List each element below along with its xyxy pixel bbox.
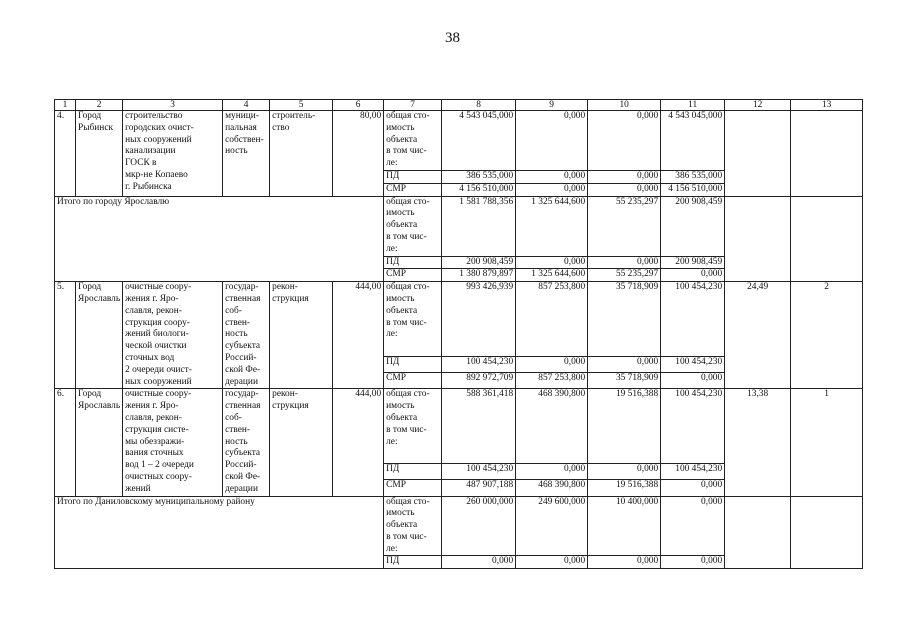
value-c9: 468 390,800: [516, 389, 588, 464]
value-c9: 0,000: [516, 464, 588, 480]
column-13-value: 1: [791, 389, 863, 496]
total-title: Итого по городу Ярославлю: [55, 196, 384, 282]
capacity: 444,00: [333, 389, 384, 496]
value-c9: 249 600,000: [516, 496, 588, 556]
column-12-value: [725, 196, 791, 282]
locality: Город Рыбинск: [76, 111, 123, 197]
value-c10: 35 718,909: [588, 282, 661, 357]
column-12-value: 13,38: [725, 389, 791, 496]
value-c8: 4 156 510,000: [442, 183, 516, 196]
ownership-form: государ- ственная соб- ствен- ность субъекта Россий- ской Фе- дерации: [223, 389, 270, 496]
column-numbers-row: [55, 100, 863, 111]
work-type: рекон- струкция: [270, 389, 333, 496]
cost-label: общая сто- имость объекта в том чис- ле:: [384, 389, 442, 464]
row-number: 4.: [55, 111, 76, 197]
total-row: [55, 196, 863, 256]
column-12-value: [725, 111, 791, 197]
table-row: [55, 389, 863, 464]
column-12-value: [725, 496, 791, 569]
object-name: очистные соору- жения г. Яро- славля, рекон- струкция систе- мы обеззражи- вания сточных вод 1 – 2 очереди очистных соору- жений: [123, 389, 223, 496]
col-header-8: 8: [442, 100, 516, 111]
col-header-9: 9: [516, 100, 588, 111]
value-c11: 100 454,230: [661, 389, 725, 464]
object-name: очистные соору- жения г. Яро- славля, рекон- струкция соору- жений биологи- ческой очистки сточных вод 2 очереди очист- ных сооружений: [123, 282, 223, 389]
value-c9: 1 325 644,600: [516, 269, 588, 282]
ownership-form: муници- пальная собствен- ность: [223, 111, 270, 197]
value-c10: 35 718,909: [588, 373, 661, 389]
table-row: [55, 111, 863, 171]
column-13-value: 2: [791, 282, 863, 389]
value-c9: 468 390,800: [516, 480, 588, 496]
col-header-13: 13: [791, 100, 863, 111]
value-c8: 200 908,459: [442, 256, 516, 269]
value-c8: 588 361,418: [442, 389, 516, 464]
col-header-10: 10: [588, 100, 661, 111]
capacity: 80,00: [333, 111, 384, 197]
value-c11: 100 454,230: [661, 282, 725, 357]
value-c8: 487 907,188: [442, 480, 516, 496]
value-c11: 386 535,000: [661, 170, 725, 183]
value-c8: 1 380 879,897: [442, 269, 516, 282]
value-c8: 386 535,000: [442, 170, 516, 183]
value-c11: 0,000: [661, 269, 725, 282]
value-c11: 4 543 045,000: [661, 111, 725, 171]
value-c10: 0,000: [588, 556, 661, 569]
value-c8: 4 543 045,000: [442, 111, 516, 171]
value-c10: 55 235,297: [588, 269, 661, 282]
cost-label: ПД: [384, 464, 442, 480]
locality: Город Ярославль: [76, 282, 123, 389]
col-header-11: 11: [661, 100, 725, 111]
column-13-value: [791, 496, 863, 569]
total-row: [55, 496, 863, 556]
work-type: строитель- ство: [270, 111, 333, 197]
value-c9: 0,000: [516, 111, 588, 171]
value-c8: 892 972,709: [442, 373, 516, 389]
col-header-6: 6: [333, 100, 384, 111]
value-c10: 0,000: [588, 111, 661, 171]
investment-table: [54, 99, 863, 569]
cost-label: СМР: [384, 373, 442, 389]
cost-label: ПД: [384, 556, 442, 569]
value-c11: 0,000: [661, 480, 725, 496]
col-header-7: 7: [384, 100, 442, 111]
value-c9: 0,000: [516, 357, 588, 373]
value-c9: 0,000: [516, 256, 588, 269]
value-c8: 260 000,000: [442, 496, 516, 556]
value-c9: 0,000: [516, 183, 588, 196]
col-header-5: 5: [270, 100, 333, 111]
value-c10: 0,000: [588, 464, 661, 480]
value-c11: 200 908,459: [661, 196, 725, 256]
value-c9: 857 253,800: [516, 282, 588, 357]
value-c8: 100 454,230: [442, 357, 516, 373]
cost-label: СМР: [384, 183, 442, 196]
cost-label: СМР: [384, 269, 442, 282]
column-12-value: 24,49: [725, 282, 791, 389]
value-c8: 0,000: [442, 556, 516, 569]
page-number: 38: [445, 30, 460, 46]
col-header-12: 12: [725, 100, 791, 111]
value-c8: 1 581 788,356: [442, 196, 516, 256]
value-c10: 0,000: [588, 170, 661, 183]
value-c11: 200 908,459: [661, 256, 725, 269]
cost-label: общая сто- имость объекта в том чис- ле:: [384, 196, 442, 256]
value-c10: 0,000: [588, 256, 661, 269]
value-c11: 100 454,230: [661, 357, 725, 373]
value-c11: 100 454,230: [661, 464, 725, 480]
value-c9: 857 253,800: [516, 373, 588, 389]
value-c10: 19 516,388: [588, 389, 661, 464]
row-number: 6.: [55, 389, 76, 496]
object-name: строительство городских очист- ных сооружений канализации ГОСК в мкр-не Копаево г. Рыбинска: [123, 111, 223, 197]
value-c10: 0,000: [588, 183, 661, 196]
value-c10: 0,000: [588, 357, 661, 373]
cost-label: общая сто- имость объекта в том чис- ле:: [384, 111, 442, 171]
total-title: Итого по Даниловскому муниципальному району: [55, 496, 384, 569]
value-c9: 0,000: [516, 556, 588, 569]
cost-label: СМР: [384, 480, 442, 496]
value-c9: 1 325 644,600: [516, 196, 588, 256]
value-c11: 4 156 510,000: [661, 183, 725, 196]
value-c11: 0,000: [661, 373, 725, 389]
value-c11: 0,000: [661, 496, 725, 556]
col-header-3: 3: [123, 100, 223, 111]
value-c8: 100 454,230: [442, 464, 516, 480]
ownership-form: государ- ственная соб- ствен- ность субъекта Россий- ской Фе- дерации: [223, 282, 270, 389]
col-header-2: 2: [76, 100, 123, 111]
value-c8: 993 426,939: [442, 282, 516, 357]
work-type: рекон- струкция: [270, 282, 333, 389]
row-number: 5.: [55, 282, 76, 389]
column-13-value: [791, 111, 863, 197]
col-header-4: 4: [223, 100, 270, 111]
cost-label: общая сто- имость объекта в том чис- ле:: [384, 496, 442, 556]
cost-label: ПД: [384, 170, 442, 183]
cost-label: ПД: [384, 256, 442, 269]
column-13-value: [791, 196, 863, 282]
value-c10: 19 516,388: [588, 480, 661, 496]
value-c10: 10 400,000: [588, 496, 661, 556]
table-row: [55, 282, 863, 357]
locality: Город Ярославль: [76, 389, 123, 496]
capacity: 444,00: [333, 282, 384, 389]
col-header-1: 1: [55, 100, 76, 111]
value-c9: 0,000: [516, 170, 588, 183]
value-c11: 0,000: [661, 556, 725, 569]
value-c10: 55 235,297: [588, 196, 661, 256]
cost-label: общая сто- имость объекта в том чис- ле:: [384, 282, 442, 357]
cost-label: ПД: [384, 357, 442, 373]
